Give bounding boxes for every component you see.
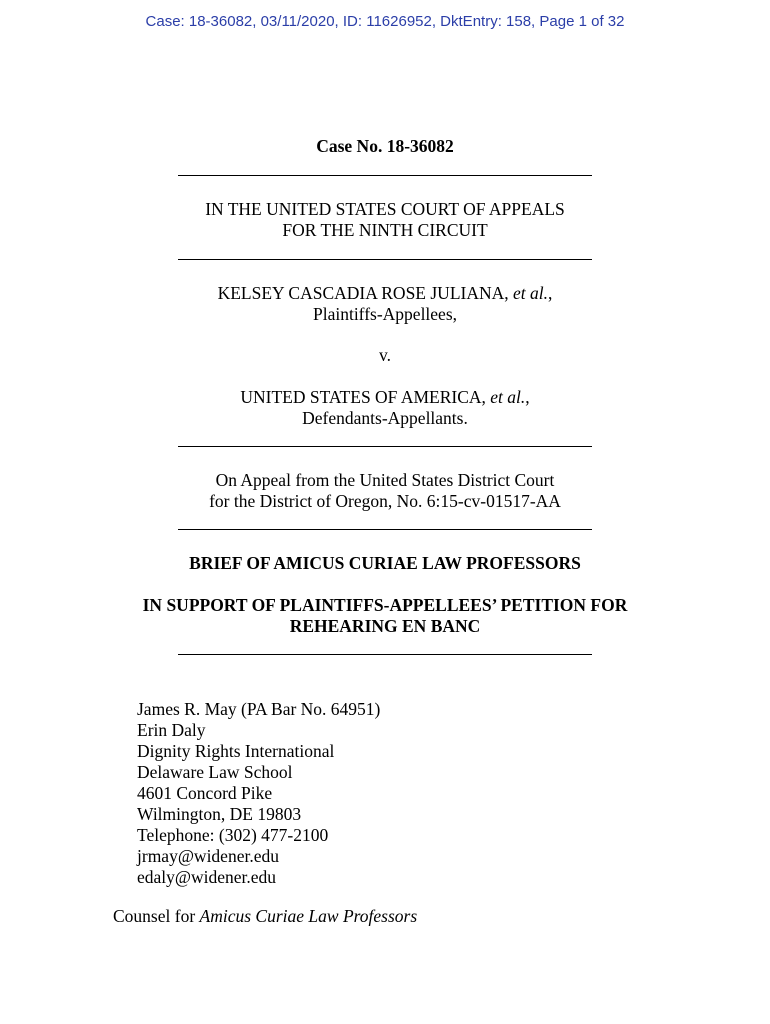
counsel-telephone: Telephone: (302) 477-2100 (137, 825, 329, 845)
case-number: Case No. 18-36082 (316, 136, 454, 156)
counsel-email: jrmay@widener.edu (137, 846, 279, 866)
divider-rule (178, 259, 592, 260)
court-name-line-2: FOR THE NINTH CIRCUIT (282, 220, 488, 240)
appeal-line-1: On Appeal from the United States District Court (215, 470, 555, 490)
appeal-line-2: for the District of Oregon, No. 6:15-cv-01517-AA (209, 491, 561, 511)
counsel-for-line (113, 906, 417, 927)
defendant-name (0, 387, 770, 408)
case-header-stamp: Case: 18-36082, 03/11/2020, ID: 11626952, DktEntry: 158, Page 1 of 32 (145, 13, 625, 30)
plaintiff-role: Plaintiffs-Appellees, (312, 304, 458, 324)
plaintiff-trailing-comma: , (548, 283, 553, 303)
court-name-line-1: IN THE UNITED STATES COURT OF APPEALS (205, 199, 565, 219)
versus: v. (379, 345, 391, 365)
counsel-line: Dignity Rights International (137, 741, 335, 761)
defendant-et-al: et al. (490, 387, 526, 407)
counsel-for-party: Amicus Curiae Law Professors (199, 906, 418, 926)
support-line-1: IN SUPPORT OF PLAINTIFFS-APPELLEES’ PETITION FOR (142, 595, 628, 615)
plaintiff-name-text: KELSEY CASCADIA ROSE JULIANA, (217, 283, 514, 303)
counsel-line: Wilmington, DE 19803 (137, 804, 302, 824)
divider-rule (178, 175, 592, 176)
plaintiff-name (0, 283, 770, 304)
counsel-contact-block (137, 699, 380, 888)
plaintiff-et-al: et al. (513, 283, 549, 303)
counsel-line: 4601 Concord Pike (137, 783, 273, 803)
counsel-for-prefix: Counsel for (113, 906, 200, 926)
defendant-trailing-comma: , (525, 387, 530, 407)
defendant-role: Defendants-Appellants. (302, 408, 468, 428)
counsel-email: edaly@widener.edu (137, 867, 277, 887)
defendant-name-text: UNITED STATES OF AMERICA, (240, 387, 491, 407)
divider-rule (178, 446, 592, 447)
divider-rule (178, 529, 592, 530)
counsel-line: Erin Daly (137, 720, 206, 740)
brief-title: BRIEF OF AMICUS CURIAE LAW PROFESSORS (189, 553, 581, 573)
divider-rule (178, 654, 592, 655)
counsel-line: Delaware Law School (137, 762, 293, 782)
support-line-2: REHEARING EN BANC (289, 616, 481, 636)
counsel-line: James R. May (PA Bar No. 64951) (137, 699, 381, 719)
